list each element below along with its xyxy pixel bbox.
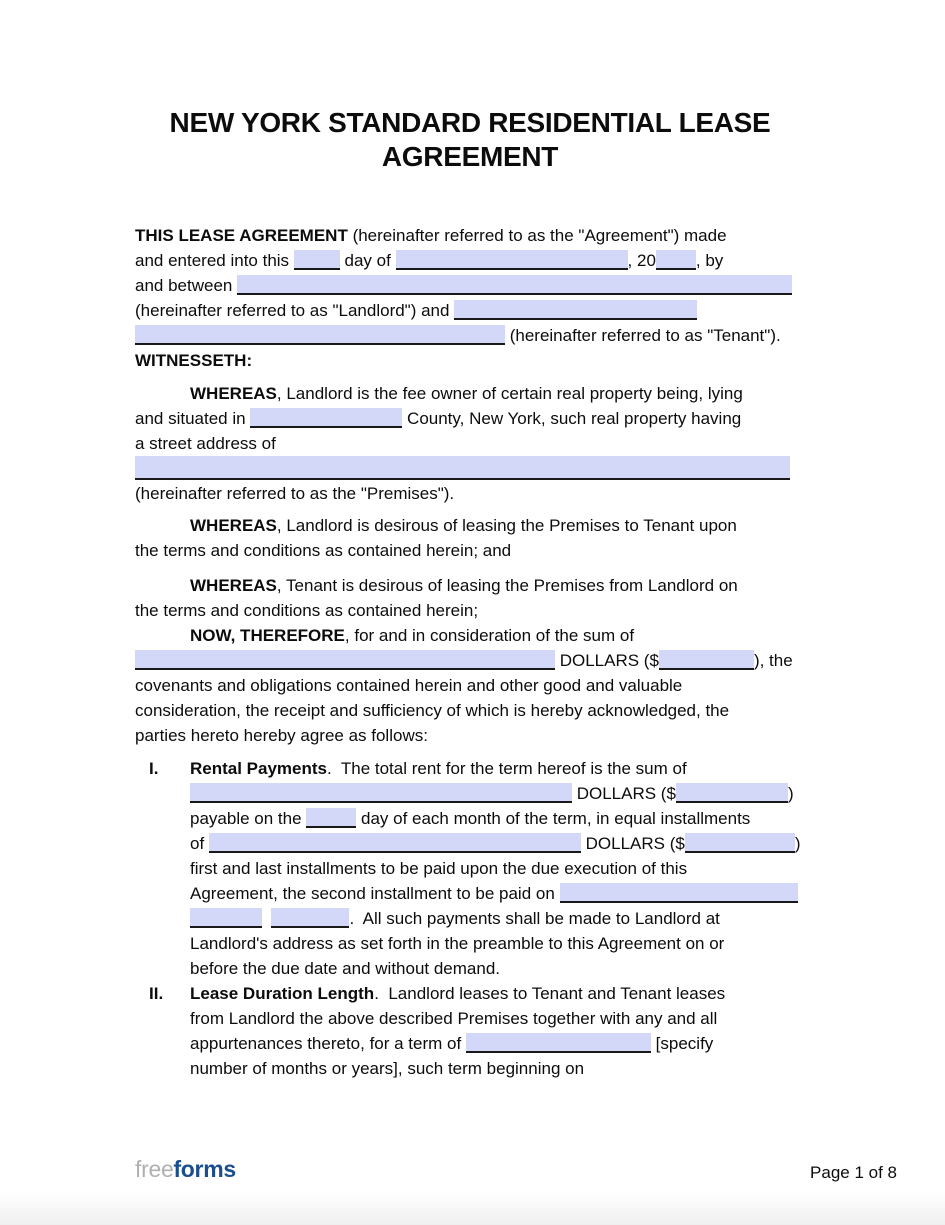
text-run: WHEREAS (190, 576, 277, 595)
text-line (135, 273, 825, 298)
text-run: , Landlord is desirous of leasing the Premises to Tenant upon (276, 516, 737, 535)
text-line (135, 298, 825, 323)
text-run: . Landlord leases to Tenant and Tenant leases (374, 984, 726, 1003)
text-run (262, 909, 271, 928)
text-run: NOW, THEREFORE (190, 626, 345, 645)
text-line (190, 806, 825, 831)
fill-in-blank[interactable] (135, 650, 555, 670)
text-line (190, 1031, 825, 1056)
text-line (190, 756, 825, 781)
document-title-line-2: AGREEMENT (381, 141, 559, 172)
text-line (190, 856, 825, 881)
text-run: , for and in consideration of the sum of (344, 626, 635, 645)
text-run: ) (787, 784, 794, 803)
text-run: (hereinafter referred to as the "Agreement") made (347, 226, 727, 245)
text-run: [specify (650, 1034, 714, 1053)
text-line (135, 698, 825, 723)
document-title (135, 106, 805, 174)
text-run: and situated in (135, 409, 251, 428)
text-run: the terms and conditions as contained herein; (135, 601, 479, 620)
text-run: ) (794, 834, 801, 853)
fill-in-blank[interactable] (560, 883, 798, 903)
text-run: DOLLARS ($ (580, 834, 685, 853)
text-line (190, 931, 825, 956)
page-number: Page 1 of 8 (810, 1163, 897, 1182)
text-line (135, 223, 825, 248)
text-line (135, 673, 825, 698)
whereas-landlord-desirous (135, 513, 825, 563)
text-line (190, 831, 825, 856)
text-line (135, 381, 825, 406)
text-run: (hereinafter referred to as "Tenant"). (505, 326, 781, 345)
text-line (190, 1006, 825, 1031)
fill-in-blank[interactable] (466, 1033, 651, 1053)
text-run: of (190, 834, 209, 853)
text-run: , by (695, 251, 724, 270)
text-line (135, 248, 825, 273)
text-run: WHEREAS (190, 384, 277, 403)
witnesseth-heading (135, 348, 825, 373)
text-line (135, 406, 825, 431)
text-run: and between (135, 276, 238, 295)
text-run: WHEREAS (190, 516, 277, 535)
text-line (135, 723, 825, 748)
section-lease-duration-length (135, 981, 825, 1081)
text-line (190, 981, 825, 1006)
text-run: Agreement, the second installment to be paid on (190, 884, 560, 903)
fill-in-blank[interactable] (685, 833, 795, 853)
text-run: Landlord's address as set forth in the preamble to this Agreement on or (190, 934, 725, 953)
freeforms-logo (135, 1156, 236, 1183)
text-line (135, 431, 825, 456)
text-line (190, 906, 825, 931)
fill-in-blank[interactable] (250, 408, 402, 428)
text-run: Lease Duration Length (190, 984, 375, 1003)
text-line (135, 598, 825, 623)
logo-forms-text: forms (173, 1156, 236, 1182)
text-line (135, 648, 825, 673)
document-title-line-1: NEW YORK STANDARD RESIDENTIAL LEASE (169, 107, 771, 138)
text-run: consideration, the receipt and sufficiency of which is hereby acknowledged, the (135, 701, 730, 720)
text-line (135, 456, 825, 481)
text-run: Rental Payments (190, 759, 327, 778)
list-number: II. (149, 984, 164, 1003)
text-run: appurtenances thereto, for a term of (190, 1034, 466, 1053)
whereas-tenant-desirous (135, 573, 825, 623)
text-run: day of each month of the term, in equal installments (356, 809, 751, 828)
text-run: , Tenant is desirous of leasing the Premises from Landlord on (276, 576, 738, 595)
text-run: day of (339, 251, 396, 270)
fill-in-blank[interactable] (676, 783, 788, 803)
logo-free-text: free (135, 1156, 174, 1182)
text-line (135, 513, 825, 538)
fill-in-blank[interactable] (306, 808, 356, 828)
text-line (135, 481, 825, 506)
fill-in-blank[interactable] (294, 250, 340, 270)
text-run: before the due date and without demand. (190, 959, 501, 978)
fill-in-blank[interactable] (271, 908, 349, 928)
text-line (190, 881, 825, 906)
text-run: from Landlord the above described Premises together with any and all (190, 1009, 718, 1028)
text-run: , 20 (627, 251, 656, 270)
text-run: THIS LEASE AGREEMENT (135, 226, 348, 245)
fill-in-blank[interactable] (659, 650, 754, 670)
text-run: a street address of (135, 434, 276, 453)
fill-in-blank[interactable] (209, 833, 581, 853)
section-rental-payments (135, 756, 825, 981)
text-line (135, 538, 825, 563)
text-run: DOLLARS ($ (555, 651, 659, 670)
text-run: covenants and obligations contained herein and other good and valuable (135, 676, 683, 695)
whereas-fee-owner (135, 381, 825, 506)
fill-in-blank[interactable] (656, 250, 696, 270)
text-run: DOLLARS ($ (572, 784, 676, 803)
text-line (190, 956, 825, 981)
text-run: County, New York, such real property having (402, 409, 742, 428)
fill-in-blank[interactable] (190, 783, 572, 803)
text-run: ), the (753, 651, 793, 670)
text-line (135, 573, 825, 598)
text-run: and entered into this (135, 251, 294, 270)
fill-in-blank[interactable] (190, 908, 262, 928)
fill-in-blank[interactable] (454, 300, 697, 320)
text-run: WITNESSETH: (135, 351, 253, 370)
text-run: the terms and conditions as contained herein; and (135, 541, 512, 560)
now-therefore-paragraph (135, 623, 825, 748)
text-run: . All such payments shall be made to Landlord at (349, 909, 720, 928)
fill-in-blank[interactable] (396, 250, 628, 270)
text-line (190, 781, 825, 806)
text-line (190, 1056, 825, 1081)
fill-in-blank[interactable] (237, 275, 792, 295)
fill-in-blank[interactable] (135, 456, 790, 480)
text-run: , Landlord is the fee owner of certain real property being, lying (276, 384, 743, 403)
list-number: I. (149, 759, 159, 778)
text-run: payable on the (190, 809, 307, 828)
text-line (135, 323, 825, 348)
text-run: (hereinafter referred to as "Landlord") and (135, 301, 455, 320)
text-run: (hereinafter referred to as the "Premises"). (135, 484, 455, 503)
opening-paragraph (135, 223, 825, 348)
text-run: first and last installments to be paid upon the due execution of this (190, 859, 688, 878)
text-run: . The total rent for the term hereof is the sum of (327, 759, 687, 778)
text-line (135, 348, 825, 373)
text-run: parties hereto hereby agree as follows: (135, 726, 428, 745)
text-line (135, 623, 825, 648)
text-run: number of months or years], such term beginning on (190, 1059, 585, 1078)
fill-in-blank[interactable] (135, 325, 505, 345)
